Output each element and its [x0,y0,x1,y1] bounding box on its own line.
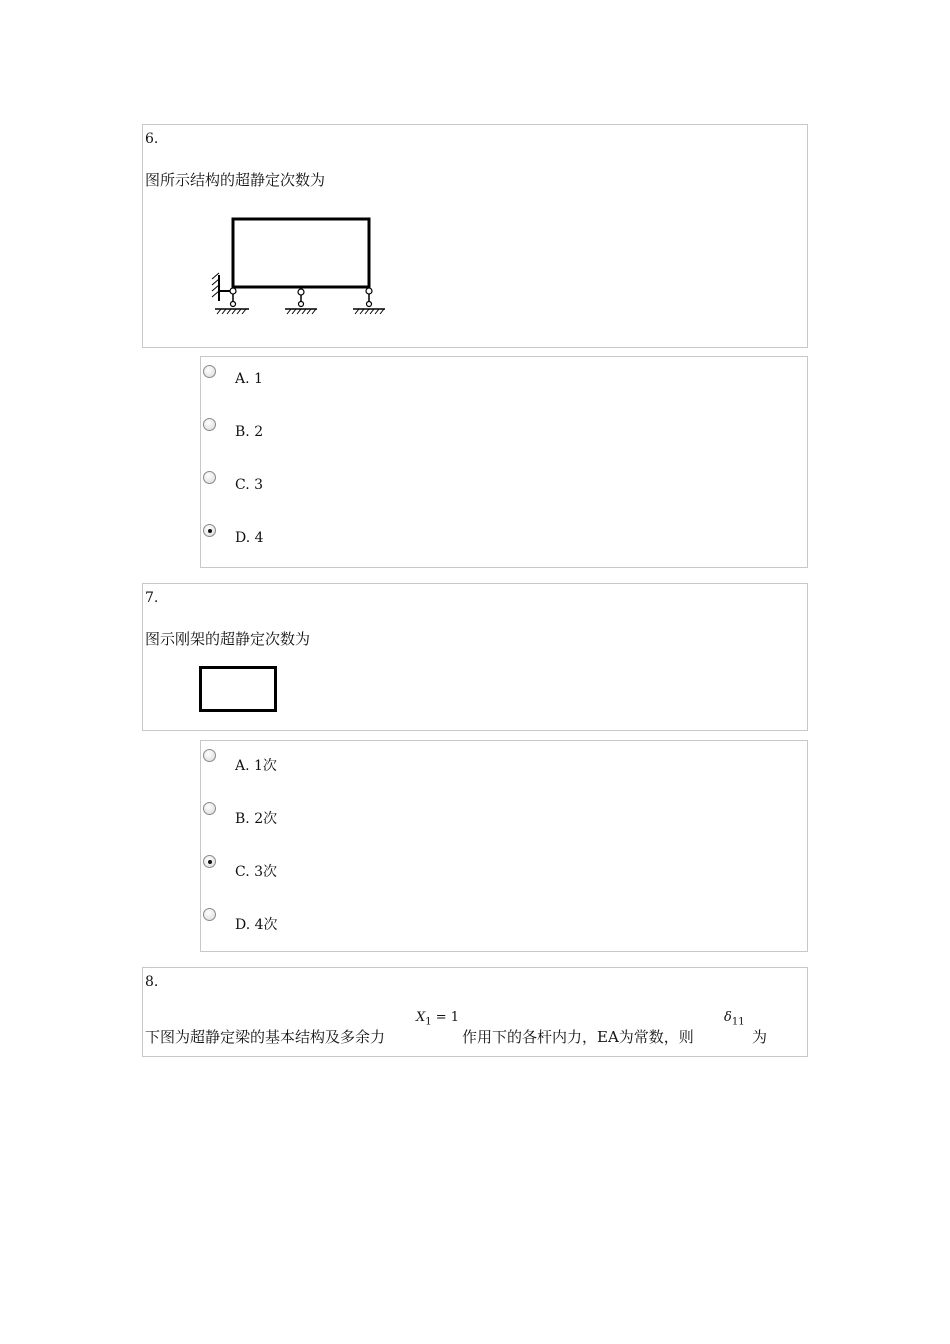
question-number: 8. [145,974,159,990]
option-label: B. 2次 [235,811,278,827]
option-label: D. 4次 [235,917,278,933]
radio-button[interactable] [203,418,216,431]
question-text: 图示刚架的超静定次数为 [145,630,311,648]
radio-button[interactable] [203,365,216,378]
math-delta-11: $\delta_{11}$ [724,1010,745,1028]
option-label: C. 3 [235,477,264,493]
radio-button-selected[interactable] [203,855,216,868]
question-6-options [200,356,808,568]
question-text-part3: 为 [752,1028,768,1046]
question-text-part2: 作用下的各杆内力，EA为常数，则 [462,1028,694,1046]
option-label: A. 1 [235,371,263,387]
question-text-part1: 下图为超静定梁的基本结构及多余力 [145,1028,386,1046]
option-label: A. 1次 [235,758,277,774]
radio-button-selected[interactable] [203,524,216,537]
structure-diagram [209,217,399,322]
question-7-box [142,583,808,731]
question-7-options [200,740,808,952]
question-number: 7. [145,590,159,606]
question-number: 6. [145,131,159,147]
question-6-box [142,124,808,348]
radio-button[interactable] [203,749,216,762]
question-8-box [142,967,808,1057]
math-x1-equals-1: $X_1 = 1$ [416,1010,460,1028]
option-label: D. 4 [235,530,264,546]
rigid-frame-diagram [199,666,279,714]
option-label: C. 3次 [235,864,278,880]
question-text: 图所示结构的超静定次数为 [145,171,326,189]
radio-button[interactable] [203,471,216,484]
radio-button[interactable] [203,802,216,815]
option-label: B. 2 [235,424,264,440]
radio-button[interactable] [203,908,216,921]
